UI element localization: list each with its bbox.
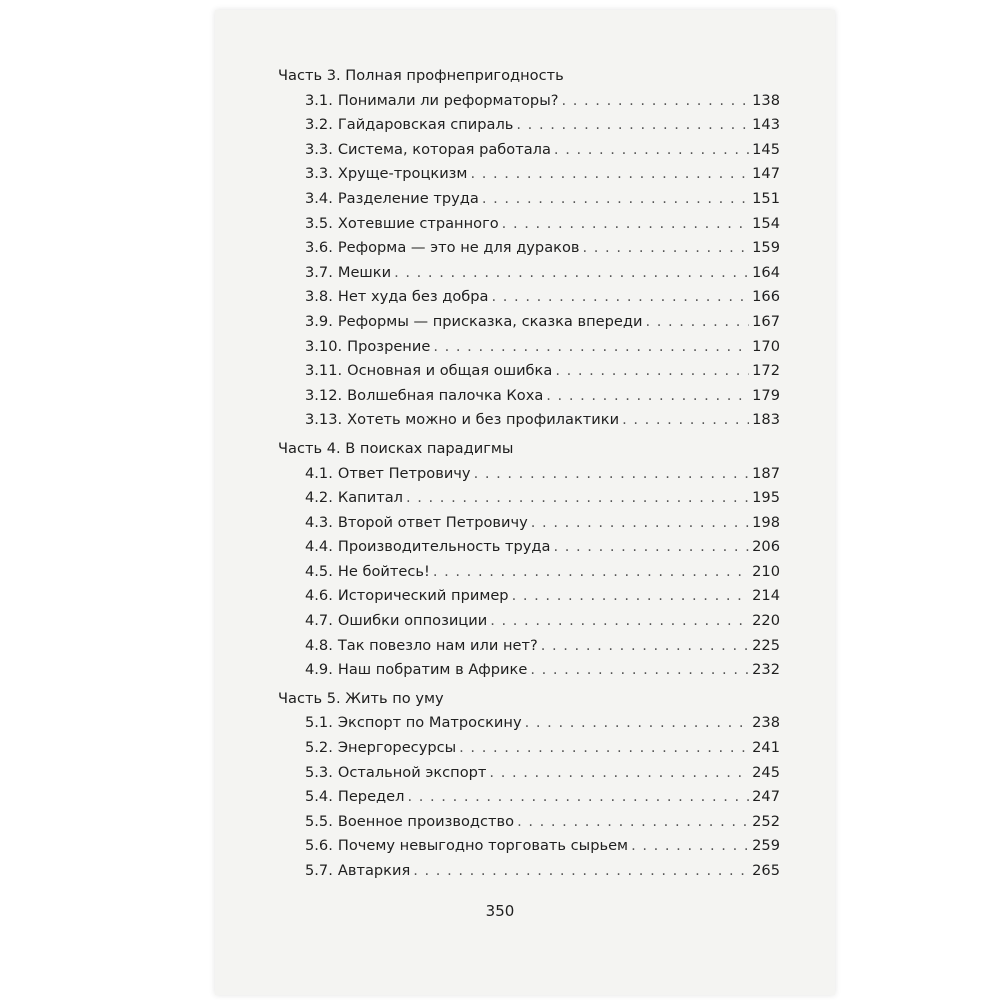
entry-page: 145	[752, 140, 780, 158]
entry-title: Не бойтесь!	[337, 562, 430, 580]
dot-leader	[622, 408, 749, 433]
entry-title: Основная и общая ошибка	[347, 362, 553, 380]
entry-number: 4.5.	[305, 562, 333, 580]
entry-title: Экспорт по Матроскину	[337, 714, 522, 732]
toc-entry	[278, 261, 780, 286]
toc-entry	[278, 138, 780, 163]
dot-leader	[530, 658, 749, 683]
entry-page: 214	[752, 587, 780, 605]
part-entries	[278, 462, 780, 683]
entry-title: Прозрение	[347, 337, 431, 355]
toc-entry	[278, 187, 780, 212]
entry-number: 4.2.	[305, 489, 333, 507]
entry-number: 5.6.	[305, 837, 333, 855]
toc-entry	[278, 834, 780, 859]
part-entries	[278, 89, 780, 433]
toc-entry	[278, 711, 780, 736]
entry-page: 259	[752, 837, 780, 855]
dot-leader	[517, 810, 749, 835]
entry-number: 5.7.	[305, 862, 333, 879]
toc-entry	[278, 236, 780, 261]
entry-page: 210	[752, 562, 780, 580]
entry-title: Реформа — это не для дураков	[337, 239, 580, 257]
entry-page: 138	[752, 91, 780, 109]
dot-leader	[525, 711, 750, 736]
entry-title: Производительность труда	[337, 538, 551, 556]
toc-entry	[278, 408, 780, 433]
dot-leader	[541, 634, 749, 659]
entry-title: Ответ Петровичу	[337, 464, 471, 482]
entry-number: 4.3.	[305, 513, 333, 531]
entry-page: 206	[752, 538, 780, 556]
dot-leader	[502, 212, 749, 237]
toc-entry	[278, 113, 780, 138]
entry-title: Нет худа без добра	[337, 288, 489, 306]
entry-page: 245	[752, 763, 780, 781]
dot-leader	[474, 462, 750, 487]
entry-number: 5.2.	[305, 739, 333, 757]
entry-page: 154	[752, 214, 780, 232]
toc-entry	[278, 560, 780, 585]
toc-entry	[278, 285, 780, 310]
toc-entry	[278, 584, 780, 609]
dot-leader	[582, 236, 749, 261]
entry-number: 3.9.	[305, 312, 333, 330]
entry-page: 187	[752, 464, 780, 482]
entry-number: 4.7.	[305, 612, 333, 630]
page-number: 350	[485, 902, 515, 920]
entry-page: 167	[752, 312, 780, 330]
entry-title: Так повезло нам или нет?	[337, 636, 538, 654]
entry-title: Передел	[337, 788, 405, 806]
entry-number: 3.4.	[305, 189, 333, 207]
entry-number: 3.5.	[305, 214, 333, 232]
entry-number: 5.4.	[305, 788, 333, 806]
entry-page: 170	[752, 337, 780, 355]
entry-number: 4.4.	[305, 538, 333, 556]
entry-number: 3.10.	[305, 337, 343, 355]
entry-title: Разделение труда	[337, 189, 479, 207]
dot-leader	[394, 261, 749, 286]
entry-number: 3.3.	[305, 165, 333, 183]
entry-page: 220	[752, 612, 780, 630]
dot-leader	[531, 511, 749, 536]
entry-title: Понимали ли реформаторы?	[337, 91, 559, 109]
dot-leader	[490, 609, 749, 634]
entry-page: 252	[752, 812, 780, 830]
entry-page: 147	[752, 165, 780, 183]
dot-leader	[516, 113, 749, 138]
entry-title: Ошибки оппозиции	[337, 612, 488, 630]
dot-leader	[561, 89, 749, 114]
entry-title: Почему невыгодно торговать сырьем	[337, 837, 629, 855]
entry-title: Наш побратим в Африке	[337, 661, 528, 679]
entry-title: Исторический пример	[337, 587, 509, 605]
entry-title: Энергоресурсы	[337, 739, 457, 757]
entry-page: 183	[752, 411, 780, 429]
dot-leader	[555, 359, 749, 384]
entry-title: Хотеть можно и без профилактики	[347, 411, 620, 429]
toc-entry	[278, 212, 780, 237]
entry-number: 4.8.	[305, 636, 333, 654]
entry-number: 3.3.	[305, 140, 333, 158]
entry-page: 198	[752, 513, 780, 531]
entry-title: Остальной экспорт	[337, 763, 487, 781]
entry-number: 4.1.	[305, 464, 333, 482]
dot-leader	[459, 736, 749, 761]
dot-leader	[645, 310, 749, 335]
dot-leader	[470, 162, 749, 187]
dot-leader	[554, 138, 749, 163]
dot-leader	[407, 785, 749, 810]
entry-title: Автаркия	[337, 862, 411, 879]
entry-title: Хотевшие странного	[337, 214, 499, 232]
entry-page: 265	[752, 862, 780, 879]
entry-title: Второй ответ Петровичу	[337, 513, 528, 531]
entry-number: 5.1.	[305, 714, 333, 732]
dot-leader	[492, 285, 750, 310]
entry-title: Мешки	[337, 263, 392, 281]
entry-page: 241	[752, 739, 780, 757]
entry-page: 195	[752, 489, 780, 507]
entry-number: 3.2.	[305, 116, 333, 134]
entry-page: 143	[752, 116, 780, 134]
dot-leader	[631, 834, 749, 859]
toc-entry	[278, 785, 780, 810]
entry-number: 3.13.	[305, 411, 343, 429]
entry-number: 4.6.	[305, 587, 333, 605]
part-heading: Часть 4. В поисках парадигмы	[278, 439, 514, 457]
entry-page: 166	[752, 288, 780, 306]
entry-number: 3.7.	[305, 263, 333, 281]
entry-page: 159	[752, 239, 780, 257]
dot-leader	[546, 384, 749, 409]
entry-title: Реформы — присказка, сказка впереди	[337, 312, 643, 330]
entry-page: 179	[752, 386, 780, 404]
entry-title: Система, которая работала	[337, 140, 551, 158]
dot-leader	[489, 761, 749, 786]
entry-number: 3.12.	[305, 386, 343, 404]
dot-leader	[553, 535, 749, 560]
entry-page: 247	[752, 788, 780, 806]
table-of-contents	[278, 64, 780, 884]
dot-leader	[512, 584, 750, 609]
entry-page: 151	[752, 189, 780, 207]
toc-entry	[278, 609, 780, 634]
part-heading: Часть 3. Полная профнепригодность	[278, 67, 564, 84]
toc-entry	[278, 310, 780, 335]
toc-entry	[278, 384, 780, 409]
entry-title: Волшебная палочка Коха	[347, 386, 544, 404]
toc-entry	[278, 736, 780, 761]
toc-entry	[278, 359, 780, 384]
dot-leader	[482, 187, 749, 212]
toc-entry	[278, 462, 780, 487]
entry-number: 5.5.	[305, 812, 333, 830]
entry-title: Капитал	[337, 489, 403, 507]
entry-number: 4.9.	[305, 661, 333, 679]
toc-entry	[278, 486, 780, 511]
toc-entry	[278, 859, 780, 884]
entry-page: 238	[752, 714, 780, 732]
entry-page: 225	[752, 636, 780, 654]
entry-number: 3.1.	[305, 91, 333, 109]
entry-number: 3.6.	[305, 239, 333, 257]
dot-leader	[406, 486, 749, 511]
entry-page: 232	[752, 661, 780, 679]
entry-page: 164	[752, 263, 780, 281]
toc-entry	[278, 335, 780, 360]
toc-entry	[278, 634, 780, 659]
toc-entry	[278, 511, 780, 536]
toc-entry	[278, 810, 780, 835]
entry-title: Хруще-троцкизм	[337, 165, 468, 183]
dot-leader	[413, 859, 749, 884]
toc-entry	[278, 162, 780, 187]
toc-entry	[278, 89, 780, 114]
part-entries	[278, 711, 780, 883]
dot-leader	[433, 335, 749, 360]
entry-number: 3.11.	[305, 362, 343, 380]
entry-title: Гайдаровская спираль	[337, 116, 514, 134]
entry-number: 5.3.	[305, 763, 333, 781]
dot-leader	[433, 560, 749, 585]
toc-entry	[278, 761, 780, 786]
entry-page: 172	[752, 362, 780, 380]
entry-title: Военное производство	[337, 812, 515, 830]
entry-number: 3.8.	[305, 288, 333, 306]
toc-entry	[278, 658, 780, 683]
toc-entry	[278, 535, 780, 560]
part-heading: Часть 5. Жить по уму	[278, 689, 444, 707]
